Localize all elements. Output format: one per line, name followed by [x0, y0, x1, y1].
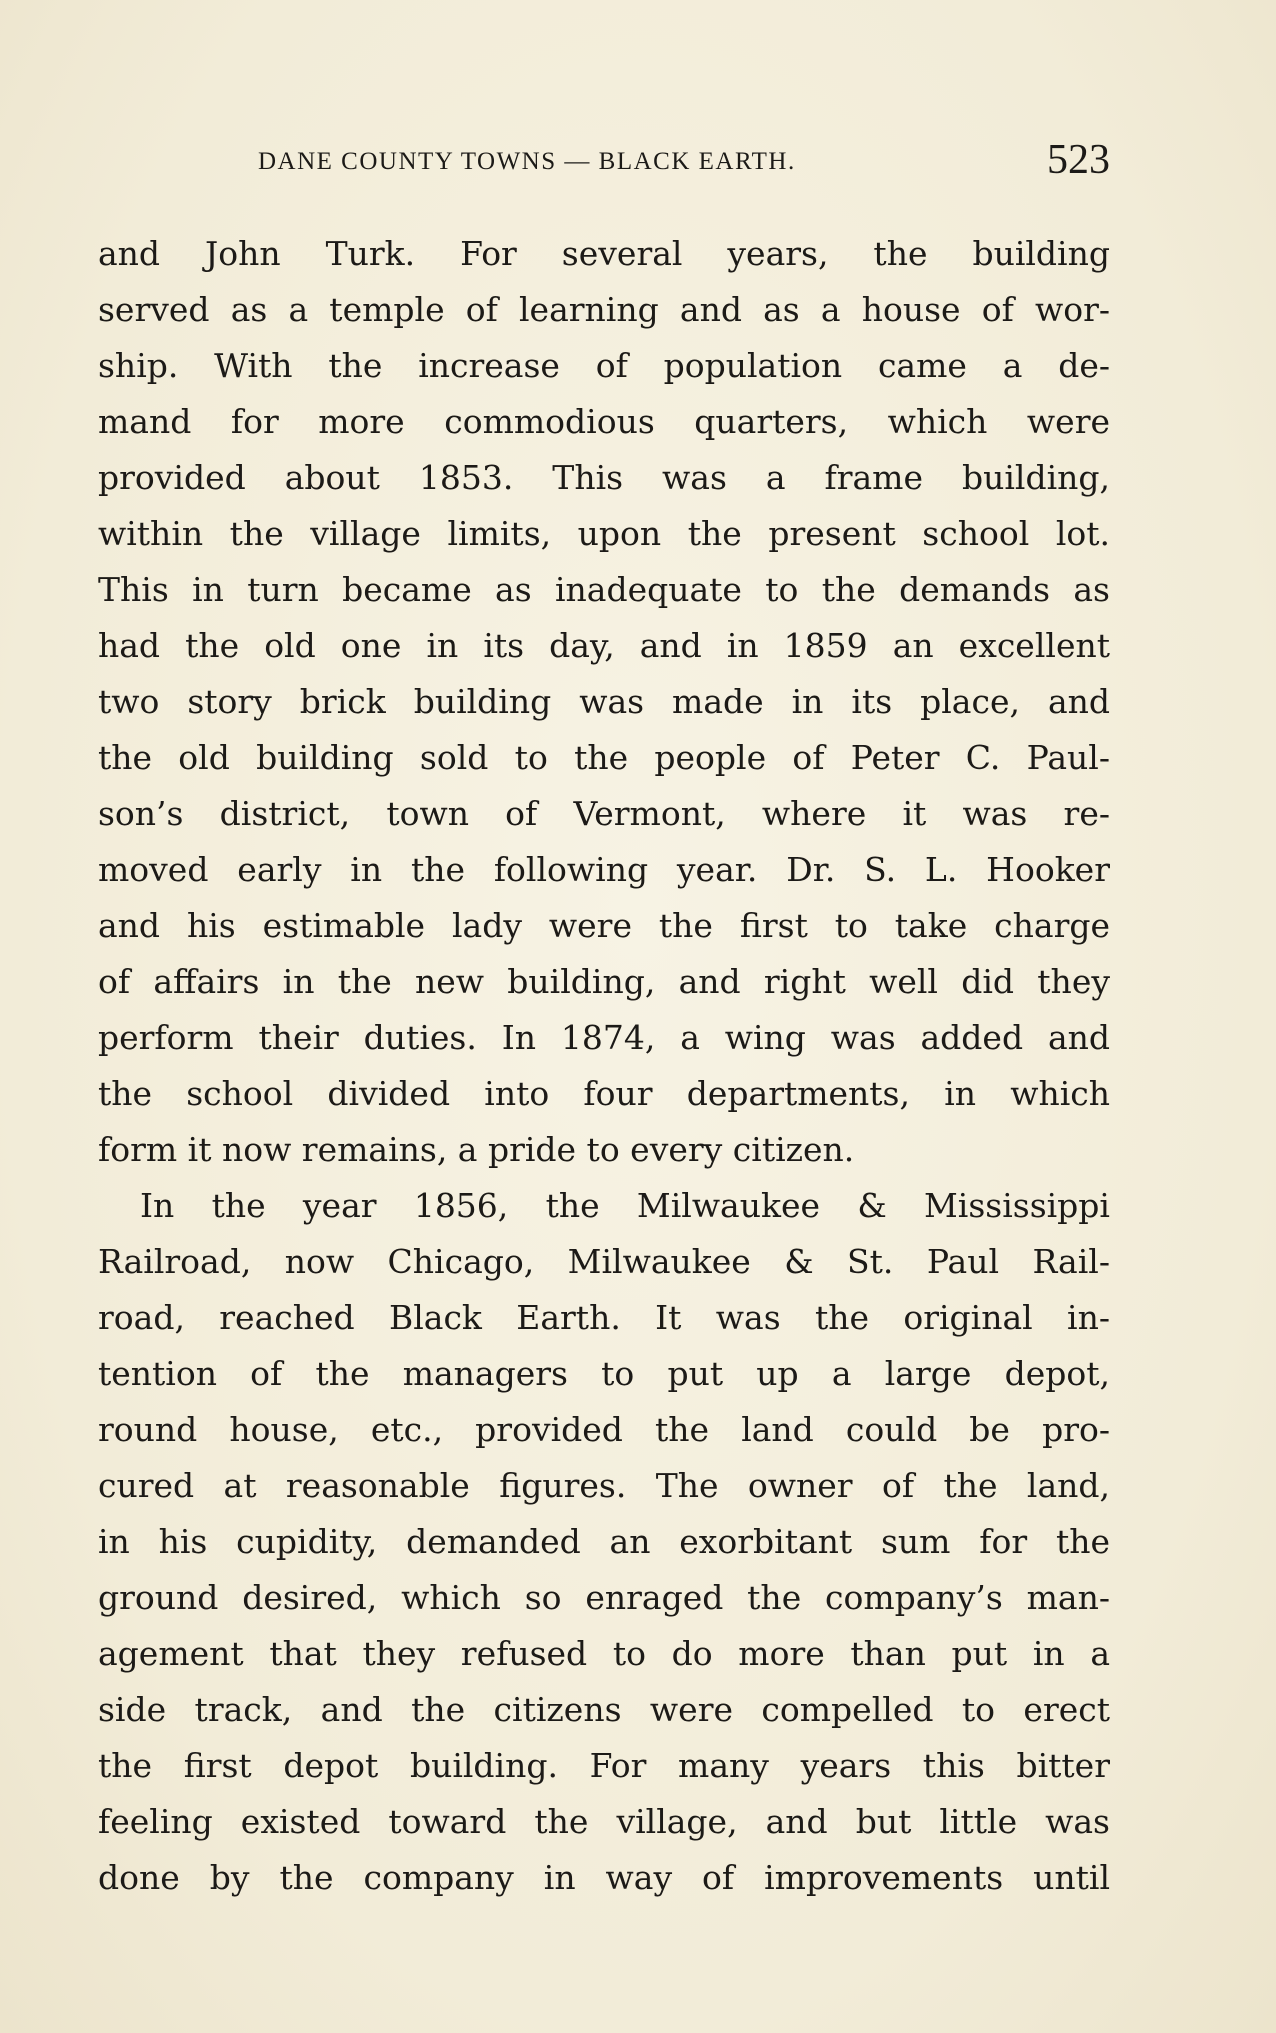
text-line: son’s district, town of Vermont, where it was re-: [98, 794, 1110, 833]
text-line: had the old one in its day, and in 1859 an excellent: [98, 626, 1110, 665]
running-head: DANE COUNTY TOWNS — BLACK EARTH.: [258, 148, 796, 175]
text-line: in his cupidity, demanded an exorbitant sum for the: [98, 1522, 1110, 1561]
text-line: the old building sold to the people of Peter C. Paul-: [98, 738, 1110, 777]
text-line: tention of the managers to put up a large depot,: [98, 1354, 1110, 1393]
text-line: ship. With the increase of population came a de-: [98, 346, 1110, 385]
text-line: the first depot building. For many years this bitter: [98, 1746, 1110, 1785]
text-line: Railroad, now Chicago, Milwaukee & St. Paul Rail-: [98, 1242, 1110, 1281]
text-line: of affairs in the new building, and right well did they: [98, 962, 1110, 1001]
paragraph-first-line: In the year 1856, the Milwaukee & Mississippi: [140, 1186, 1110, 1225]
text-line: done by the company in way of improvements until: [98, 1858, 1110, 1897]
text-line: within the village limits, upon the present school lot.: [98, 514, 1110, 553]
text-line: feeling existed toward the village, and but little was: [98, 1802, 1110, 1841]
text-line: moved early in the following year. Dr. S. L. Hooker: [98, 850, 1110, 889]
text-line: road, reached Black Earth. It was the original in-: [98, 1298, 1110, 1337]
paragraph-last-line: form it now remains, a pride to every citizen.: [98, 1130, 855, 1169]
text-line: provided about 1853. This was a frame building,: [98, 458, 1110, 497]
text-line: the school divided into four departments, in which: [98, 1074, 1110, 1113]
text-line: mand for more commodious quarters, which were: [98, 402, 1110, 441]
text-line: side track, and the citizens were compelled to erect: [98, 1690, 1110, 1729]
body-text: [98, 226, 1110, 1906]
text-line: and his estimable lady were the first to take charge: [98, 906, 1110, 945]
page-number: 523: [1047, 137, 1110, 183]
text-line: agement that they refused to do more than put in a: [98, 1634, 1110, 1673]
text-line: and John Turk. For several years, the building: [98, 234, 1110, 273]
text-line: ground desired, which so enraged the company’s man-: [98, 1578, 1110, 1617]
text-line: two story brick building was made in its place, and: [98, 682, 1110, 721]
text-line: cured at reasonable figures. The owner of the land,: [98, 1466, 1110, 1505]
page-header: [98, 134, 1110, 184]
text-line: perform their duties. In 1874, a wing was added and: [98, 1018, 1110, 1057]
text-line: This in turn became as inadequate to the demands as: [98, 570, 1110, 609]
text-line: round house, etc., provided the land could be pro-: [98, 1410, 1110, 1449]
text-line: served as a temple of learning and as a house of wor-: [98, 290, 1110, 329]
